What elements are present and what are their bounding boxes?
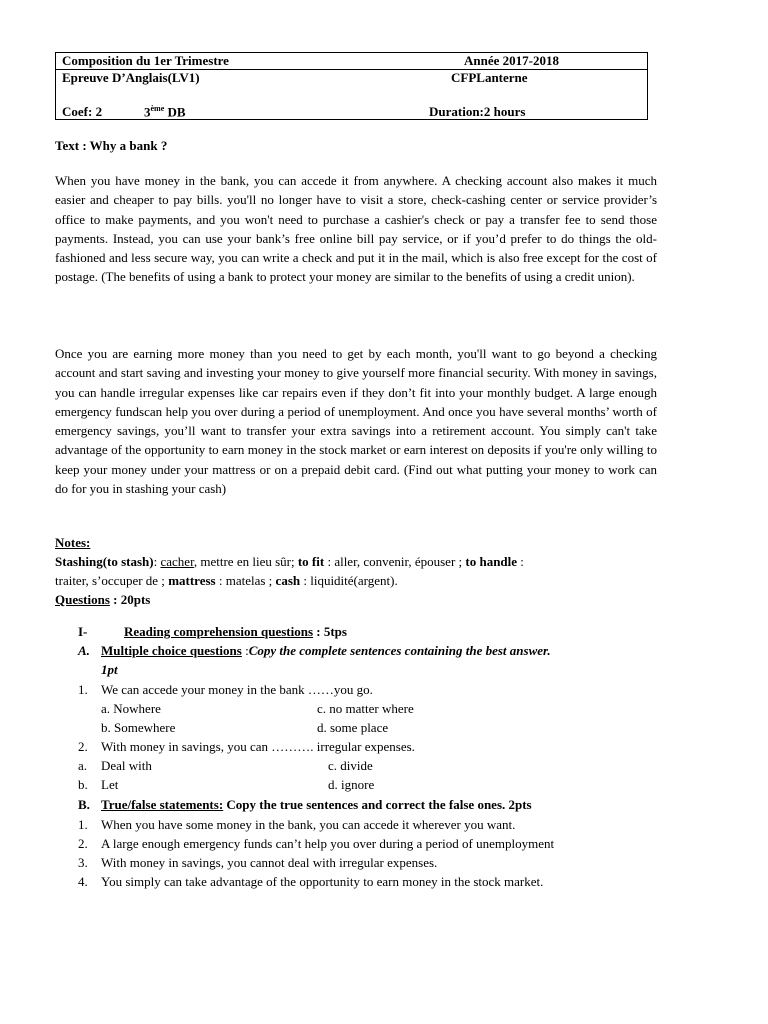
notes-line-2: traiter, s’occuper de ; mattress : matelas ; cash : liquidité(argent). <box>55 573 398 588</box>
header-coef: Coef: 2 <box>62 104 103 119</box>
tf-4-number: 4. <box>78 874 88 889</box>
notes-heading: Notes: <box>55 535 91 550</box>
part-a-points: 1pt <box>101 662 118 677</box>
header-subject: Epreuve D’Anglais(LV1) <box>62 70 200 85</box>
header-duration: Duration:2 hours <box>429 104 526 119</box>
header-class: 3ème DB <box>144 104 186 120</box>
part-a-title: Multiple choice questions :Copy the complete sentences containing the best answer. <box>101 643 551 658</box>
q2-option-a: Deal with <box>101 758 152 773</box>
q1-option-c: c. no matter where <box>317 701 414 716</box>
q1-number: 1. <box>78 682 88 697</box>
part-b-label: B. <box>78 797 90 812</box>
q1-text: We can accede your money in the bank ……you go. <box>101 682 373 697</box>
q1-option-d: d. some place <box>317 720 389 735</box>
q1-option-b: b. Somewhere <box>101 720 176 735</box>
part-b-title: True/false statements: Copy the true sentences and correct the false ones. 2pts <box>101 797 532 812</box>
header-year: Année 2017-2018 <box>464 53 559 68</box>
questions-heading: Questions : 20pts <box>55 592 151 607</box>
text-paragraph-2: Once you are earning more money than you need to get by each month, you'll want to go beyond a checking account and start saving and investing your money to give yourself more financial security. With money in savings, you can handle irregular expenses like car repairs even if they don’t fit into your monthly budget. A large enough emergency fundscan help you over during a period of unemployment. And once you have several months’ worth of emergency savings, you’ll want to transfer your extra savings into a retirement account. You simply can't take advantage of the opportunity to earn money in the stock market or earn interest on deposits if you're only willing to keep your money under your mattress or on a prepaid debit card. (Find out what putting your money to work can do for you in stashing your cash) <box>55 346 657 497</box>
q2-option-a-label: a. <box>78 758 88 773</box>
q2-text: With money in savings, you can ………. irregular expenses. <box>101 739 415 754</box>
text-paragraph-1: When you have money in the bank, you can accede it from anywhere. A checking account also makes it much easier and cheaper to pay bills. you'll no longer have to visit a store, check-cashing center or service provider’s office to make payments, and you won't need to purchase a cashier's check or pay a transfer fee to send those payments. Instead, you can use your bank’s free online bill pay service, or if you’d prefer to do things the old-fashioned and less secure way, you can write a check and put it in the mail, which is also free except for the cost of postage. (The benefits of using a bank to protect your money are similar to the benefits of using a credit union). <box>55 173 657 285</box>
part-a-label: A. <box>78 643 90 658</box>
text-title: Text : Why a bank ? <box>55 138 168 153</box>
q2-option-b-label: b. <box>78 777 88 792</box>
q1-option-a: a. Nowhere <box>101 701 161 716</box>
header-title: Composition du 1er Trimestre <box>62 53 229 68</box>
header-box <box>55 52 648 120</box>
section-1-title: Reading comprehension questions : 5tps <box>124 624 347 639</box>
q2-option-c: c. divide <box>328 758 373 773</box>
tf-1-number: 1. <box>78 817 88 832</box>
tf-4-text: You simply can take advantage of the opportunity to earn money in the stock market. <box>101 874 544 889</box>
tf-1-text: When you have some money in the bank, you can accede it wherever you want. <box>101 817 516 832</box>
header-top-row <box>56 53 647 70</box>
q2-option-b: Let <box>101 777 119 792</box>
tf-2-text: A large enough emergency funds can’t help you over during a period of unemployment <box>101 836 555 851</box>
tf-3-number: 3. <box>78 855 88 870</box>
tf-3-text: With money in savings, you cannot deal with irregular expenses. <box>101 855 438 870</box>
tf-2-number: 2. <box>78 836 88 851</box>
header-school: CFPLanterne <box>451 70 528 85</box>
q2-option-d: d. ignore <box>328 777 375 792</box>
notes-line-1: Stashing(to stash): cacher, mettre en lieu sûr; to fit : aller, convenir, épouser ; to handle : <box>55 554 524 569</box>
section-1-number: I- <box>78 624 88 639</box>
q2-number: 2. <box>78 739 88 754</box>
